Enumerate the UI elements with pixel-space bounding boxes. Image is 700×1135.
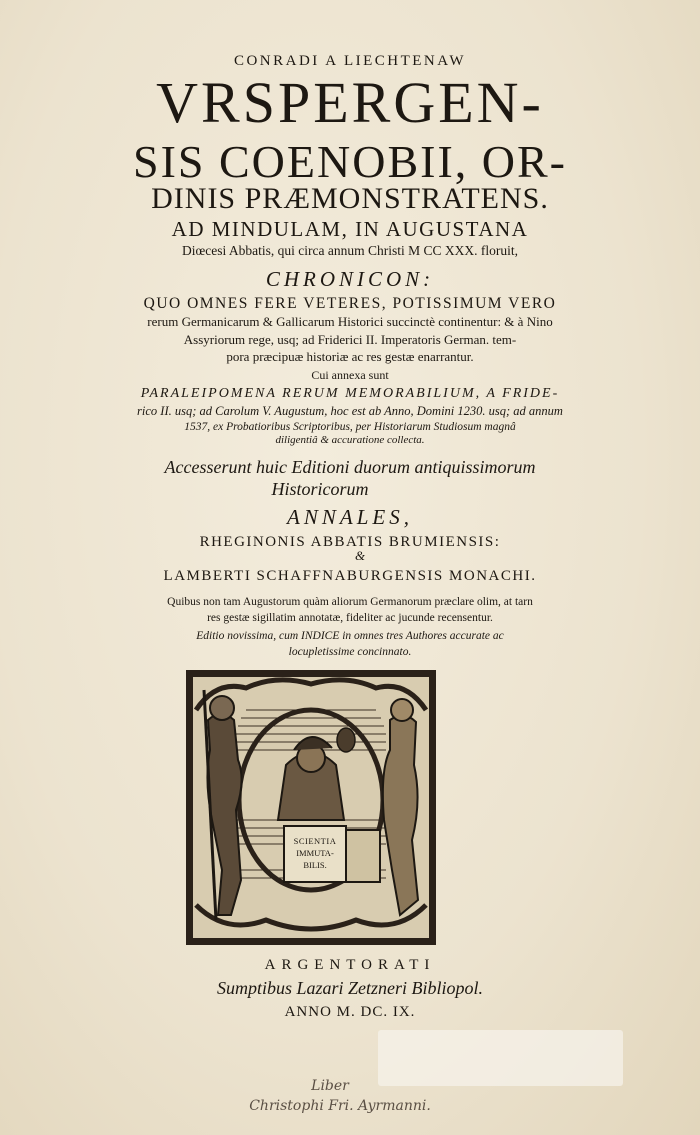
- author-line: CONRADI A LIECHTENAW: [233, 53, 467, 69]
- ownership-inscription-line-1: Liber: [311, 1078, 349, 1094]
- description-line-4: pora præcipuæ historiæ ac res gestæ enarrantur.: [226, 349, 474, 364]
- chronicon-heading: CHRONICON:: [265, 267, 435, 291]
- main-title-line-2: SIS COENOBII, OR-: [133, 136, 567, 187]
- paraleipomena-line-3: 1537, ex Probatioribus Scriptoribus, per Historiarum Studiosum magnâ: [184, 421, 516, 433]
- annales-heading: ANNALES,: [287, 505, 413, 529]
- printers-device-woodcut: [186, 670, 436, 945]
- editio-line-2: locupletissime concinnato.: [288, 646, 412, 658]
- woodcut-motto-line-3: BILIS.: [303, 860, 327, 870]
- ownership-inscription-line-2: Christophi Fri. Ayrmanni.: [249, 1098, 431, 1114]
- woodcut-image: [186, 670, 436, 945]
- ampersand: &: [354, 548, 366, 563]
- accesserunt-line-1: Accesserunt huic Editioni duorum antiquissimorum: [164, 457, 536, 477]
- imprint-year: ANNO M. DC. IX.: [284, 1004, 416, 1020]
- quibus-line-1: Quibus non tam Augustorum quàm aliorum Germanorum præclare olim, at tarn: [167, 596, 533, 608]
- description-line-2: rerum Germanicarum & Gallicarum Historici succinctè continentur: & à Nino: [147, 314, 553, 329]
- main-title-line-1: VRSPERGEN-: [156, 70, 544, 135]
- editio-line-1: Editio novissima, cum INDICE in omnes tres Authores accurate ac: [196, 630, 504, 642]
- diocese-line: Diœcesi Abbatis, qui circa annum Christi M CC XXX. floruit,: [182, 243, 518, 258]
- description-line-1: QUO OMNES FERE VETERES, POTISSIMUM VERO: [143, 295, 557, 312]
- annexa-line: Cui annexa sunt: [311, 368, 389, 382]
- imprint-city: ARGENTORATI: [264, 957, 436, 973]
- paraleipomena-line-1: PARALEIPOMENA RERUM MEMORABILIUM, A FRIDE-: [140, 386, 560, 401]
- accesserunt-line-2: Historicorum: [271, 479, 369, 499]
- paraleipomena-line-2: rico II. usq; ad Carolum V. Augustum, hoc est ab Anno, Domini 1230. usq; ad annum: [137, 404, 563, 418]
- woodcut-motto-line-1: SCIENTIA: [293, 836, 337, 846]
- description-line-3: Assyriorum rege, usq; ad Friderici II. Imperatoris German. tem-: [183, 332, 517, 347]
- main-title-line-3: DINIS PRÆMONSTRATENS.: [151, 182, 549, 215]
- paraleipomena-line-4: diligentiâ & accuratione collecta.: [275, 434, 425, 446]
- main-title-line-4: AD MINDULAM, IN AUGUSTANA: [171, 217, 529, 241]
- lambert-line: LAMBERTI SCHAFFNABURGENSIS MONACHI.: [163, 568, 537, 584]
- regino-line: RHEGINONIS ABBATIS BRUMIENSIS:: [199, 534, 501, 550]
- quibus-line-2: res gestæ sigillatim annotatæ, fideliter ac jucunde recensentur.: [207, 612, 493, 624]
- woodcut-motto-line-2: IMMUTA-: [296, 848, 334, 858]
- imprint-publisher: Sumptibus Lazari Zetzneri Bibliopol.: [216, 978, 484, 998]
